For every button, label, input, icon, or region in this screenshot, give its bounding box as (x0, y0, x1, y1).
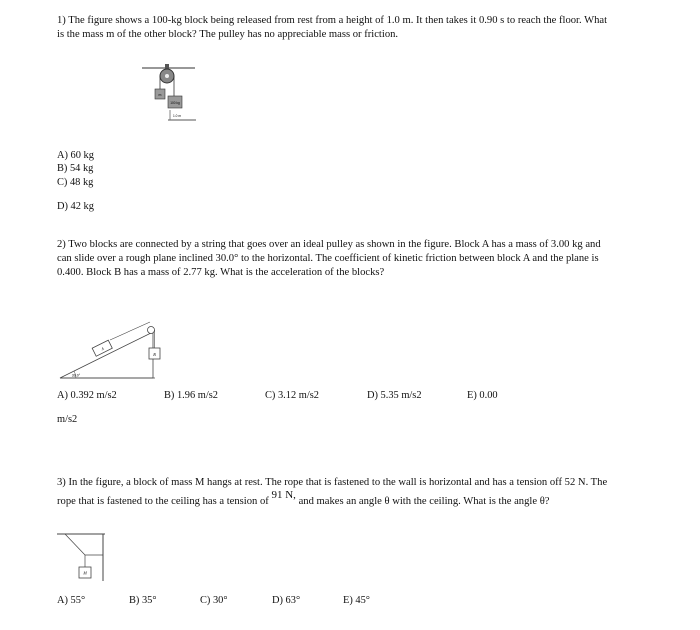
q3-line-1: 3) In the figure, a block of mass M hangs at rest. The rope that is fastened to the wall is horizontal and has a tension off 52 N. The (57, 477, 608, 488)
q3-choice-c[interactable]: C) 30° (200, 595, 228, 606)
q1-fig-block-label: 100 kg (170, 101, 180, 105)
q1-choice-b[interactable]: B) 54 kg (57, 163, 94, 174)
q3-choice-e[interactable]: E) 45° (343, 595, 370, 606)
q1-choice-c[interactable]: C) 48 kg (57, 177, 94, 188)
q2-line-2: can slide over a rough plane inclined 30.0° to the horizontal. The coefficient of kinetic friction between block A and the plane is (57, 253, 599, 264)
q1-choice-a[interactable]: A) 60 kg (57, 150, 94, 161)
q2-choice-d[interactable]: D) 5.35 m/s2 (367, 390, 422, 401)
q3-line-2-end: and makes an angle θ with the ceiling. What is the angle θ? (298, 496, 550, 507)
q3-choice-d[interactable]: D) 63° (272, 595, 301, 606)
q2-choice-e[interactable]: E) 0.00 (467, 390, 498, 401)
q3-choice-b[interactable]: B) 35° (129, 595, 157, 606)
q3-hanging-block-figure (57, 533, 107, 585)
q3-ceiling-tension: 91 N, (271, 489, 296, 501)
q1-fig-height-label: 1.0 m (173, 114, 181, 118)
q1-line-2: is the mass m of the other block? The pulley has no appreciable mass or friction. (57, 29, 399, 40)
q3-choice-a[interactable]: A) 55° (57, 595, 86, 606)
q2-line-1: 2) Two blocks are connected by a string that goes over an ideal pulley as shown in the figure. Block A has a mass of 3.00 kg and (57, 239, 601, 250)
q2-choice-b[interactable]: B) 1.96 m/s2 (164, 390, 218, 401)
q2-line-3: 0.400. Block B has a mass of 2.77 kg. What is the acceleration of the blocks? (57, 267, 385, 278)
q3-line-2-start: rope that is fastened to the ceiling has a tension of (57, 496, 269, 507)
q2-choice-c[interactable]: C) 3.12 m/s2 (265, 390, 319, 401)
q2-fig-angle: 30.0° (71, 373, 81, 378)
q1-line-1: 1) The figure shows a 100-kg block being released from rest from a height of 1.0 m. It then takes it 0.90 s to reach the floor. What (57, 15, 608, 26)
q3-fig-block: M (83, 570, 87, 576)
q2-fig-block-a: A (100, 345, 105, 352)
q1-fig-mass-label: m (158, 93, 162, 97)
q3-line-2 (57, 489, 550, 509)
q2-incline-figure (58, 328, 170, 380)
q1-pulley-figure (140, 62, 200, 132)
q2-fig-block-b: B (153, 352, 156, 357)
q2-choice-a[interactable]: A) 0.392 m/s2 (57, 390, 117, 401)
q2-choice-wrap: m/s2 (57, 414, 78, 425)
q1-choice-d[interactable]: D) 42 kg (57, 201, 94, 212)
